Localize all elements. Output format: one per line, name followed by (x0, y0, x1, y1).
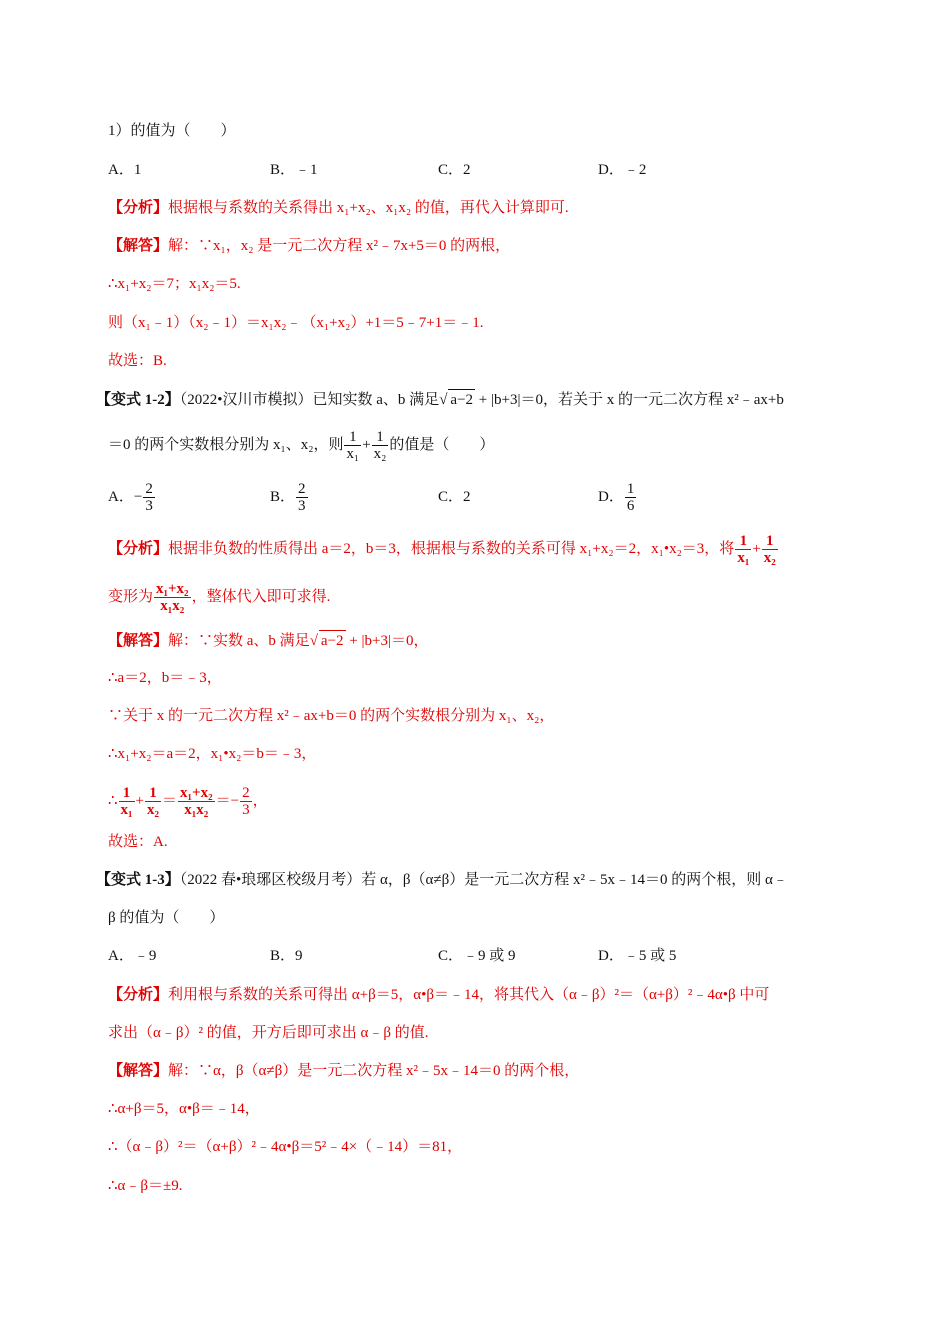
frac-num: x₁+x₂ (156, 581, 189, 598)
q2-answer-line3: ∵关于 x 的一元二次方程 x²﹣ax+b＝0 的两个实数根分别为 x₁、x₂， (108, 708, 555, 724)
q2-tag: 【变式 1-2】 (96, 392, 180, 408)
q2-option-a (108, 478, 156, 516)
equals-sign: ＝ (162, 793, 178, 809)
q2-frac-num: 1 (344, 429, 361, 446)
q3-stem-text1: 若 α，β（α≠β）是一元二次方程 x²﹣5x﹣14＝0 的两个根，则 α﹣ (361, 872, 788, 888)
equals-sign: ＝ (215, 793, 231, 809)
frac-2-3 (240, 785, 252, 818)
q2-stem-line2-a: ＝0 的两个实数根分别为 x₁、x₂，则 (108, 437, 344, 453)
frac-1-x2 (145, 785, 161, 818)
q2-option-b (270, 478, 309, 516)
q1-answer-text1: 解：∵x₁，x₂ 是一元二次方程 x²﹣7x+5＝0 的两根， (168, 238, 511, 254)
q3-answer-line4: ∴α﹣β＝±9. (108, 1178, 183, 1194)
plus-sign: + (752, 541, 761, 557)
frac-den: x₁ (120, 802, 133, 819)
frac-den: 3 (242, 802, 250, 819)
q2-answer-sqrt-symbol: √ (309, 633, 318, 649)
q2-frac-den: x₂ (373, 446, 387, 463)
q2-frac-num: 1 (372, 429, 389, 446)
q2-analysis-text1: 根据非负数的性质得出 a＝2，b＝3，根据根与系数的关系可得 x₁+x₂＝2，x₁•x₂＝3，将 (168, 541, 735, 557)
q3-stem-line2: β 的值为（ ） (108, 910, 225, 926)
option-letter: B． (270, 489, 296, 505)
q2-analysis-line2 (108, 578, 330, 616)
frac-den: x₁ (737, 550, 750, 567)
q1-answer-line1 (108, 236, 510, 256)
option-fraction (625, 481, 637, 514)
q2-frac-1-x1 (344, 429, 361, 462)
frac-num: 1 (735, 533, 751, 550)
q1-stem-tail: 1）的值为（ ） (108, 123, 236, 139)
frac-num: 1 (119, 785, 135, 802)
q3-analysis-tag: 【分析】 (108, 987, 169, 1003)
q3-option-b: B．9 (270, 948, 303, 964)
option-den: 6 (626, 498, 635, 515)
q1-answer-line3: 则（x₁﹣1）（x₂﹣1）＝x₁x₂﹣（x₁+x₂）+1＝5﹣7+1＝﹣1. (108, 315, 484, 331)
q1-answer-choice: 故选：B. (108, 353, 167, 369)
frac-den: x₁x₂ (160, 598, 185, 615)
q2-analysis-frac1 (735, 533, 751, 566)
q3-option-d: D．﹣5 或 5 (598, 948, 677, 964)
q2-answer-tag: 【解答】 (108, 633, 169, 649)
q2-stem-a: 已知实数 a、b 满足 (312, 392, 440, 408)
option-text: 2 (463, 489, 471, 505)
option-num: 2 (298, 481, 306, 498)
frac-1-x1 (119, 785, 135, 818)
q3-answer-line2: ∴α+β＝5，α•β＝﹣14， (108, 1101, 260, 1117)
q3-tag: 【变式 1-3】 (96, 872, 180, 888)
q3-answer-text1: 解：∵α，β（α≠β）是一元二次方程 x²﹣5x﹣14＝0 的两个根， (168, 1063, 580, 1079)
q2-plus: + (362, 437, 371, 453)
q1-analysis-text: 根据根与系数的关系得出 x₁+x₂、x₁x₂ 的值，再代入计算即可. (168, 200, 569, 216)
frac-den: x₁x₂ (184, 802, 209, 819)
q3-analysis-line1 (108, 985, 769, 1005)
q2-frac-1-x2 (372, 429, 389, 462)
frac-den: x₂ (147, 802, 160, 819)
q2-stem-line2 (108, 426, 494, 464)
q3-option-a: A．﹣9 (108, 948, 157, 964)
q2-sqrt-symbol: √ (439, 392, 448, 408)
q2-option-d (598, 478, 637, 516)
option-den: 3 (145, 498, 153, 515)
q3-stem-line1 (96, 870, 788, 890)
q1-option-d: D．﹣2 (598, 162, 647, 178)
q2-stem-line1 (96, 389, 784, 410)
option-den: 3 (298, 498, 306, 515)
option-sign: − (133, 489, 143, 505)
q2-analysis-text2b: ，整体代入即可求得. (191, 589, 331, 605)
q2-answer-line4: ∴x₁+x₂＝a＝2，x₁•x₂＝b＝﹣3， (108, 746, 317, 762)
q3-answer-line3: ∴（α﹣β）²＝（α+β）²﹣4α•β＝5²﹣4×（﹣14）＝81， (108, 1139, 463, 1155)
q2-answer-sqrt-expr: a−2 (319, 630, 346, 651)
q2-answer-line5 (108, 782, 268, 820)
comma: ， (252, 793, 268, 809)
q3-analysis-line2: 求出（α﹣β）² 的值，开方后即可求出 α﹣β 的值. (108, 1025, 429, 1041)
q1-answer-line2: ∴x₁+x₂＝7；x₁x₂＝5. (108, 276, 241, 292)
q1-option-a: A．1 (108, 162, 142, 178)
q2-analysis-text2a: 变形为 (108, 589, 154, 605)
q2-option-c (438, 478, 471, 516)
q2-answer-choice: 故选：A. (108, 834, 168, 850)
q2-stem-b: + |b+3|＝0，若关于 x 的一元二次方程 x²﹣ax+b (475, 392, 784, 408)
option-letter: A． (108, 489, 134, 505)
q3-option-c: C．﹣9 或 9 (438, 948, 516, 964)
therefore-sign: ∴ (108, 793, 118, 809)
q2-answer-text1a: 解：∵实数 a、b 满足 (168, 633, 310, 649)
q2-analysis-frac3 (154, 581, 191, 614)
q3-answer-line1 (108, 1061, 579, 1081)
frac-sum-over-product (178, 785, 215, 818)
q2-answer-line1 (108, 630, 428, 651)
frac-num: 1 (762, 533, 778, 550)
q2-analysis-tag: 【分析】 (108, 541, 169, 557)
frac-num: 2 (242, 785, 250, 802)
plus-sign: + (135, 793, 145, 809)
frac-num: 1 (145, 785, 161, 802)
q2-frac-den: x₁ (346, 446, 360, 463)
q2-source: （2022•汉川市模拟） (179, 392, 313, 408)
q3-analysis-text1: 利用根与系数的关系可得出 α+β＝5，α•β＝﹣14，将其代入（α﹣β）²＝（α+β）²﹣4α•β 中可 (168, 987, 770, 1003)
q2-answer-text1b: + |b+3|＝0， (345, 633, 429, 649)
q2-analysis-frac2 (762, 533, 778, 566)
q1-option-b: B．﹣1 (270, 162, 318, 178)
option-letter: C． (438, 489, 464, 505)
q3-answer-tag: 【解答】 (108, 1063, 169, 1079)
minus-sign: − (230, 793, 240, 809)
frac-den: x₂ (763, 550, 776, 567)
q2-analysis-line1 (108, 530, 779, 568)
q1-option-c: C．2 (438, 162, 471, 178)
option-num: 1 (626, 481, 635, 498)
q2-sqrt-expr: a−2 (448, 389, 475, 410)
option-fraction (296, 481, 308, 514)
frac-num: x₁+x₂ (180, 785, 213, 802)
q3-source: （2022 春•琅琊区校级月考） (179, 872, 362, 888)
option-letter: D． (598, 489, 624, 505)
q1-answer-tag: 【解答】 (108, 238, 169, 254)
q2-stem-line2-b: 的值是（ ） (389, 437, 495, 453)
q1-analysis-tag: 【分析】 (108, 200, 169, 216)
q1-analysis (108, 198, 569, 218)
option-num: 2 (145, 481, 153, 498)
q2-answer-line2: ∴a＝2，b＝﹣3， (108, 670, 222, 686)
option-fraction (143, 481, 155, 514)
